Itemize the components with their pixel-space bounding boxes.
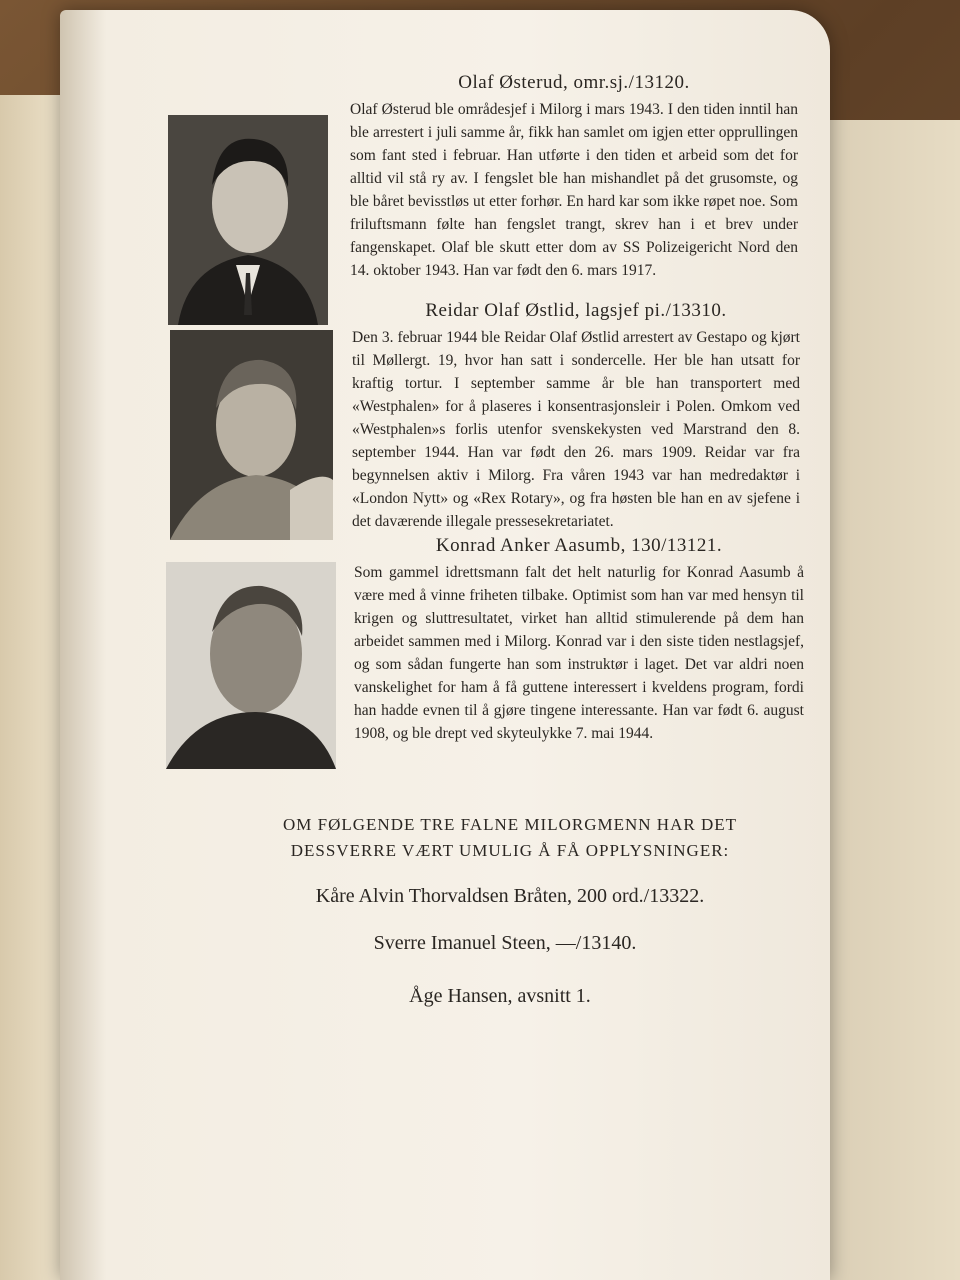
- portrait-photo-olaf-osterud: [168, 115, 328, 325]
- entry-title: Reidar Olaf Østlid, lagsjef pi./13310.: [425, 300, 727, 321]
- notice-line-2: DESSVERRE VÆRT UMULIG Å FÅ OPPLYSNINGER:: [290, 841, 730, 860]
- entry-reidar-ostlid: [352, 300, 800, 533]
- entry-text: Den 3. februar 1944 ble Reidar Olaf Østlid arrestert av Gestapo og kjørt til Møllergt. 19, hvor han satt i sondercelle. Her ble han utsatt for kraftig tortur. I september samme år ble han transportert med «Westphalen» for å plaseres i konsentrasjonsleir i Polen. Omkom ved «Westphalen»s forlis utenfor svenskekysten ved Marstrand den 8. september 1944. Han var født den 26. mars 1909. Reidar var fra begynnelsen aktiv i Milorg. Fra våren 1943 var han medredaktør i «London Nytt» og «Rex Rotary», og fra høsten ble han en av sjefene i det daværende illegale pressesekretariatet.: [352, 329, 800, 530]
- name-entry-2: Sverre Imanuel Steen, —/13140.: [373, 932, 637, 954]
- missing-info-notice: [230, 812, 790, 864]
- entry-text: Olaf Østerud ble områdesjef i Milorg i mars 1943. I den tiden inntil han ble arrestert i juli samme år, fikk han samlet om igjen etter opprullingen som fant sted i februar. Han utførte i den tiden et arbeid som det for alltid vil stå ry av. I fengslet ble han mishandlet på det grusomste, og ble båret bevisstløs ut etter forhør. En hard kar som ikke røpet noe. Som friluftsmann følte han fengslet trangt, skrev han i et brev under fangenskapet. Olaf ble skutt etter dom av SS Polizeigericht Nord den 14. oktober 1943. Han var født den 6. mars 1917.: [350, 101, 798, 279]
- entry-olaf-osterud: [350, 72, 798, 282]
- entry-text: Som gammel idrettsmann falt det helt naturlig for Konrad Aasumb å være med å vinne friheten tilbake. Optimist som han var med hensyn til krigen og sluttresultatet, virket han alltid stimulerende på dem han arbeidet sammen med i Milorg. Konrad var i den siste tiden nestlagsjef, og som sådan fungerte han som instruktør i laget. Det var aldri noen vanskelighet for ham å få guttene interessert i kveldens program, fordi han hadde evnen til å gjøre tingene interessante. Han var født 6. august 1908, og ble drept ved skyteulykke 7. mai 1944.: [354, 564, 804, 742]
- name-entry-3: Åge Hansen, avsnitt 1.: [409, 985, 591, 1007]
- notice-line-1: OM FØLGENDE TRE FALNE MILORGMENN HAR DET: [283, 815, 737, 834]
- entry-konrad-aasumb: [354, 535, 804, 745]
- portrait-image: [168, 115, 328, 325]
- portrait-image: [170, 330, 333, 540]
- portrait-photo-konrad-aasumb: [166, 562, 336, 769]
- portrait-photo-reidar-ostlid: [170, 330, 333, 540]
- entry-title: Konrad Anker Aasumb, 130/13121.: [435, 535, 723, 556]
- portrait-image: [166, 562, 336, 769]
- name-entry-1: Kåre Alvin Thorvaldsen Bråten, 200 ord./13322.: [315, 885, 705, 907]
- entry-title: Olaf Østerud, omr.sj./13120.: [458, 72, 690, 93]
